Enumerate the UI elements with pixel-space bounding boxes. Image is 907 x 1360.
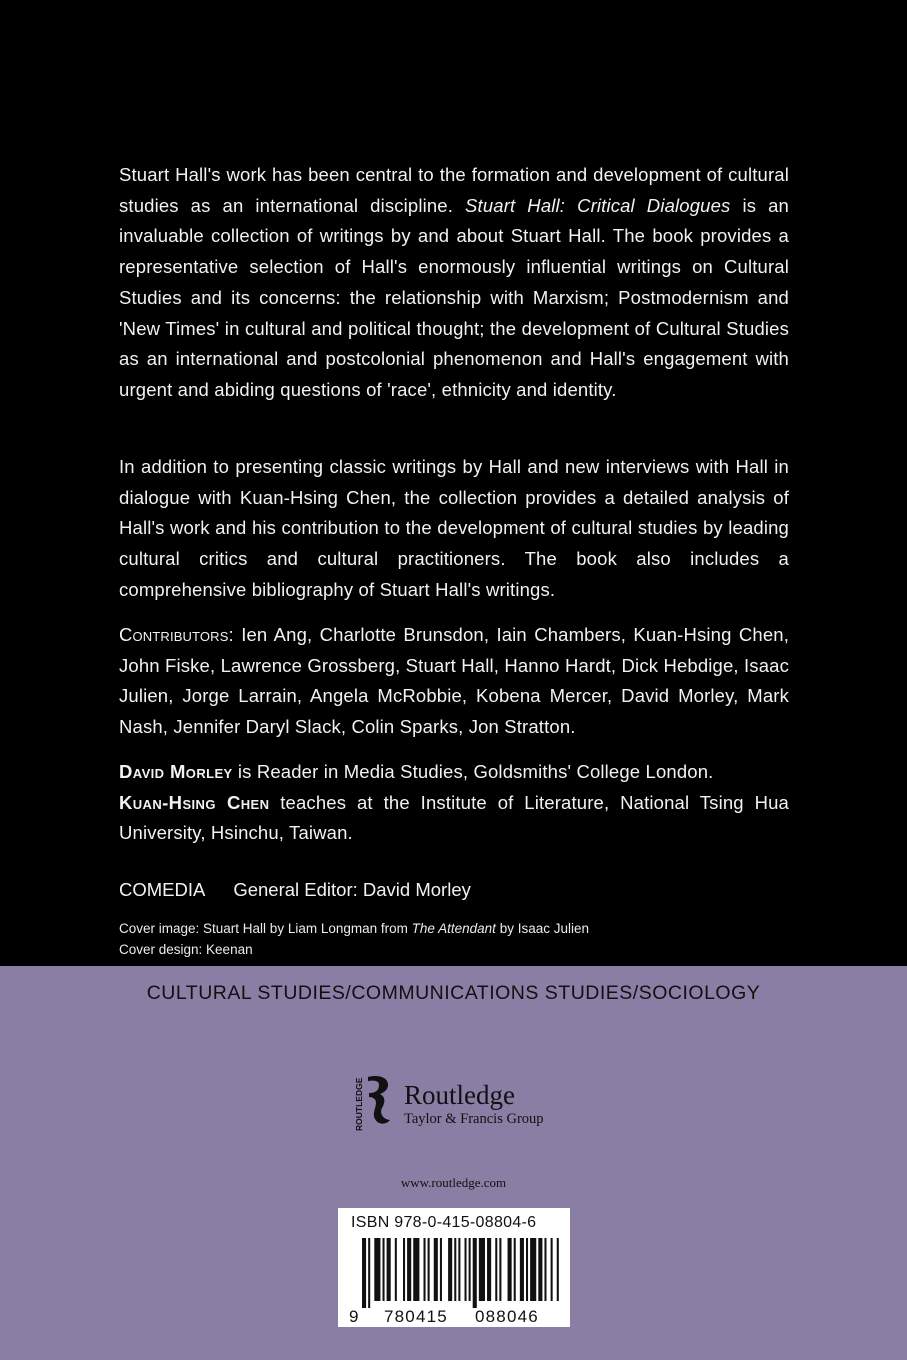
subject-categories: CULTURAL STUDIES/COMMUNICATIONS STUDIES/SOCIOLOGY: [146, 982, 761, 1004]
barcode-bar: [544, 1238, 546, 1301]
routledge-r-mark-icon: [352, 1073, 398, 1135]
editor2-bio: teaches at the Institute of Literature, National Tsing Hua University, Hsinchu, Taiwan.: [119, 791, 789, 844]
publisher-group: Taylor & Francis Group: [404, 1111, 544, 1127]
series-name: COMEDIA: [119, 879, 206, 900]
barcode-bar: [465, 1238, 467, 1301]
barcode-bar: [424, 1238, 426, 1301]
barcode-bar: [434, 1238, 438, 1301]
editor1-name: David Morley: [119, 761, 233, 782]
barcode-bar: [487, 1238, 491, 1301]
description-paragraph-1: [119, 160, 789, 406]
barcode-bar: [428, 1238, 430, 1301]
contributors-label: Contributors: [119, 624, 229, 645]
editors-paragraph: [119, 757, 789, 849]
cover-image-credit-prefix: Cover image: Stuart Hall by Liam Longman from: [119, 921, 412, 936]
editor1-bio: is Reader in Media Studies, Goldsmiths' College London.: [232, 761, 714, 782]
barcode-bar: [395, 1238, 397, 1301]
barcode-bar: [458, 1238, 460, 1301]
barcode-bar: [362, 1238, 366, 1308]
contributors-colon: :: [228, 624, 242, 645]
mark-vertical-text: ROUTLEDGE: [354, 1077, 364, 1131]
mark-r-shape: [368, 1076, 390, 1124]
barcode-bars-icon: [338, 1208, 570, 1327]
barcode-bar: [383, 1238, 385, 1301]
barcode-bar: [368, 1238, 370, 1308]
routledge-wordmark: [404, 1080, 544, 1128]
barcode-bar: [514, 1238, 516, 1301]
barcode-bar: [499, 1238, 501, 1301]
barcode-bar: [479, 1238, 485, 1301]
publisher-website: www.routledge.com: [400, 1175, 507, 1190]
barcode-digits-left: 780415: [384, 1307, 448, 1326]
contributors-names: Ien Ang, Charlotte Brunsdon, Iain Chambers, Kuan-Hsing Chen, John Fiske, Lawrence Grossberg, Stuart Hall, Hanno Hardt, Dick Hebdige, Isaac Julien, Jorge Larrain, Angela McRobbie, Kobena Mercer, David Morley, Mark Nash, Jennifer Daryl Slack, Colin Sparks, Jon Stratton.: [119, 624, 789, 738]
barcode-bar: [387, 1238, 391, 1301]
publisher-name: Routledge: [404, 1080, 515, 1110]
description-paragraph-2: In addition to presenting classic writings by Hall and new interviews with Hall in dialogue with Kuan-Hsing Chen, the collection provides a detailed analysis of Hall's work and his contribution to the development of cultural studies by leading cultural critics and cultural practitioners. The book also includes a comprehensive bibliography of Stuart Hall's writings.: [119, 456, 789, 600]
editor2-name: Kuan-Hsing Chen: [119, 791, 270, 813]
barcode-bar: [526, 1238, 528, 1301]
barcode-bar: [520, 1238, 524, 1301]
barcode-bar: [469, 1238, 471, 1301]
cover-image-credit: [119, 918, 589, 939]
contributors-paragraph: [119, 620, 789, 743]
isbn-barcode: [338, 1208, 570, 1327]
barcode-bar: [440, 1238, 442, 1301]
barcode-bar: [495, 1238, 497, 1301]
cover-image-work: The Attendant: [411, 921, 496, 936]
barcode-digits-right: 088046: [475, 1307, 539, 1326]
barcode-bar: [454, 1238, 456, 1301]
barcode-bar: [557, 1238, 559, 1301]
barcode-bar: [448, 1238, 452, 1301]
description-lead: Stuart Hall's work has been central to the formation and development of cultural studies as an international discipline.: [119, 164, 789, 216]
cover-image-credit-suffix: by Isaac Julien: [495, 921, 589, 936]
routledge-logo: [352, 1072, 544, 1136]
description-rest: is an invaluable collection of writings by and about Stuart Hall. The book provides a representative selection of Hall's enormously influential writings on Cultural Studies and its concerns: the relationship with Marxism; Postmodernism and 'New Times' in cultural and political thought; the development of Cultural Studies as an international and postcolonial phenomenon and Hall's engagement with urgent and abiding questions of 'race', ethnicity and identity.: [119, 194, 789, 400]
imprint-row: [119, 879, 471, 901]
barcode-bar: [413, 1238, 419, 1301]
barcode-digit-first: 9: [349, 1307, 359, 1326]
general-editor: General Editor: David Morley: [233, 879, 471, 900]
barcode-bar: [407, 1238, 411, 1301]
barcode-bar: [508, 1238, 512, 1301]
cover-design-credit: Cover design: Keenan: [119, 942, 253, 957]
barcode-bar: [551, 1238, 553, 1301]
book-title-italic: Stuart Hall: Critical Dialogues: [465, 194, 731, 216]
barcode-bar: [403, 1238, 405, 1301]
isbn-label: ISBN 978-0-415-08804-6: [351, 1214, 537, 1231]
barcode-bar: [538, 1238, 542, 1301]
barcode-bar: [530, 1238, 536, 1301]
barcode-bar: [374, 1238, 380, 1301]
cover-credits: [119, 918, 589, 960]
barcode-bar: [473, 1238, 477, 1308]
